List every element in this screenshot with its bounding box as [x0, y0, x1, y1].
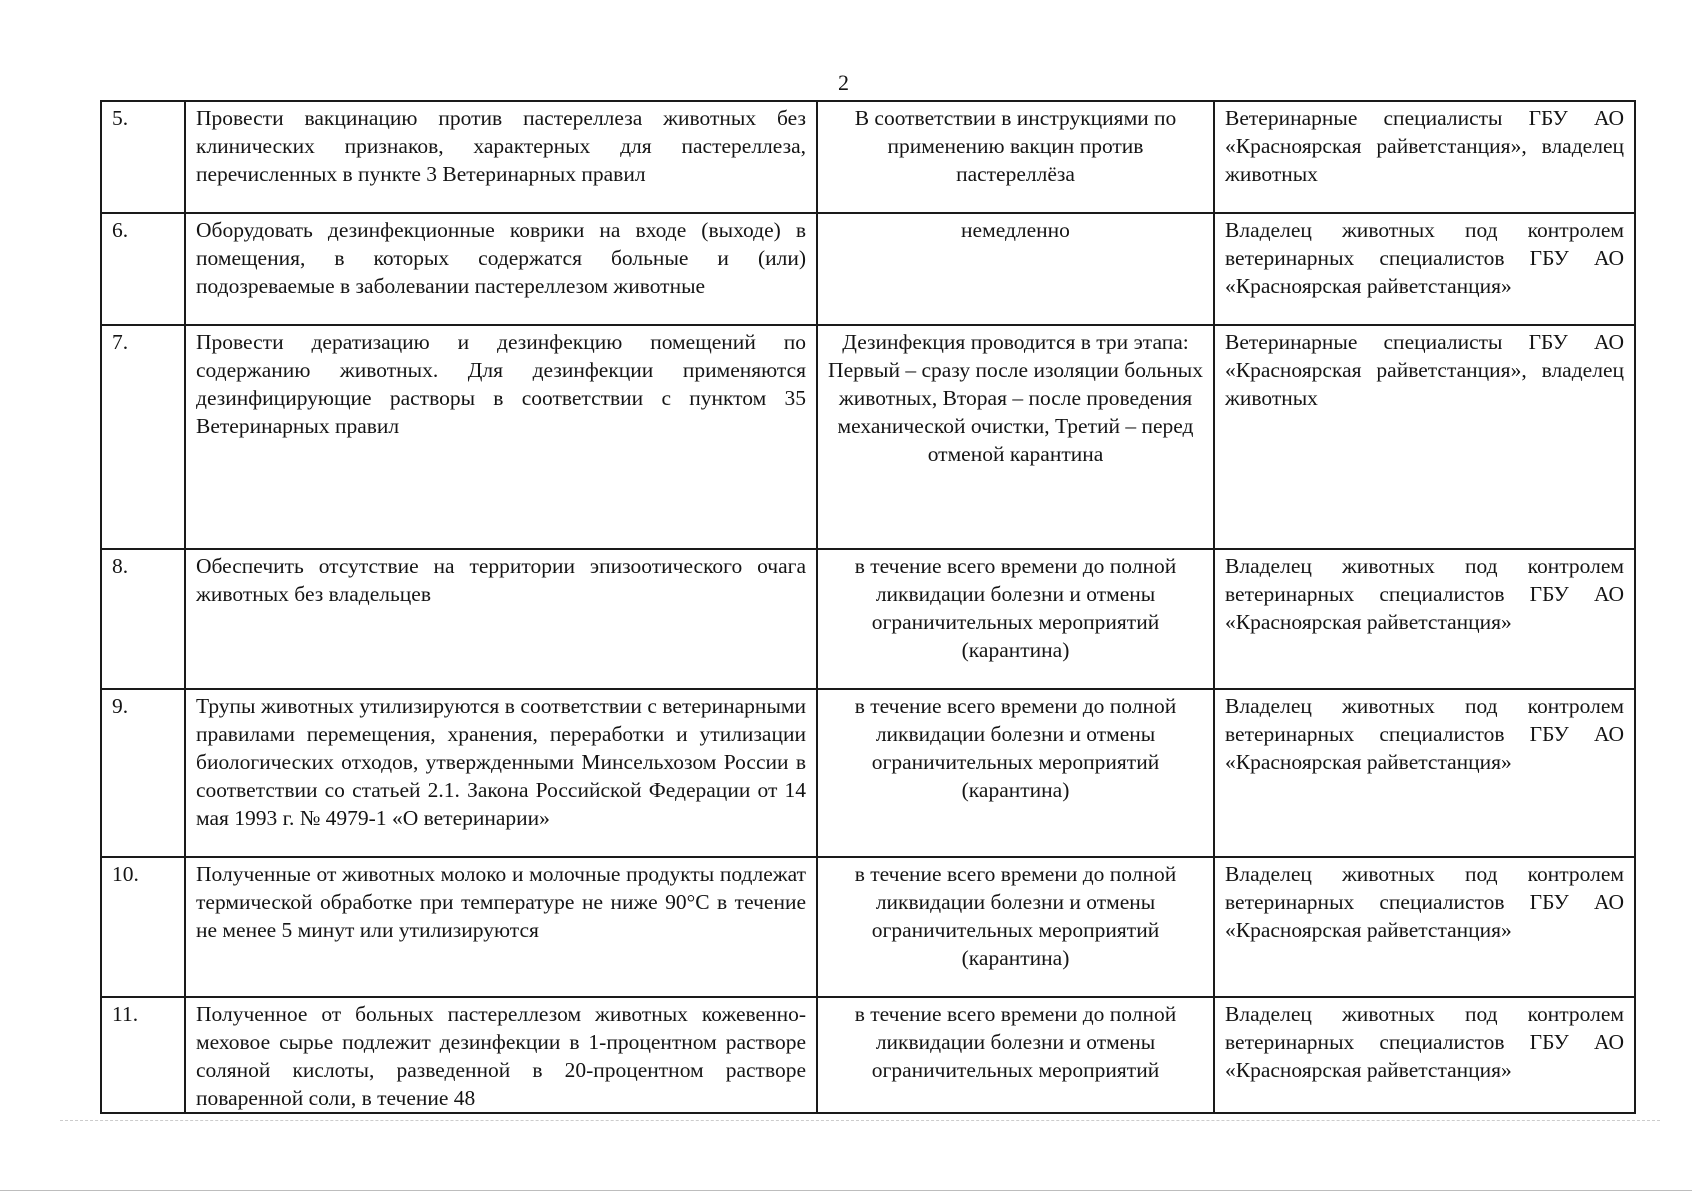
responsible-cell: Владелец животных под контролем ветеринарных специалистов ГБУ АО «Красноярская райветстанция»	[1214, 857, 1635, 997]
deadline-cell: в течение всего времени до полной ликвидации болезни и отмены ограничительных мероприятий (карантина)	[817, 689, 1214, 857]
row-number: 7.	[101, 325, 185, 549]
deadline-cell: В соответствии в инструкциями по применению вакцин против пастереллёза	[817, 101, 1214, 213]
responsible-cell: Ветеринарные специалисты ГБУ АО «Красноярская райветстанция», владелец животных	[1214, 325, 1635, 549]
responsible-cell: Владелец животных под контролем ветеринарных специалистов ГБУ АО «Красноярская райветстанция»	[1214, 997, 1635, 1113]
table-row	[101, 325, 1635, 549]
action-cell: Полученное от больных пастереллезом животных кожевенно-меховое сырье подлежит дезинфекции в 1-процентном растворе соляной кислоты, разведенной в 20-процентном растворе поваренной соли, в течение 48	[185, 997, 817, 1113]
row-number: 6.	[101, 213, 185, 325]
page-number: 2	[838, 70, 849, 95]
action-cell: Полученные от животных молоко и молочные продукты подлежат термической обработке при температуре не ниже 90°С в течение не менее 5 минут или утилизируются	[185, 857, 817, 997]
deadline-cell: в течение всего времени до полной ликвидации болезни и отмены ограничительных мероприятий (карантина)	[817, 857, 1214, 997]
action-cell: Трупы животных утилизируются в соответствии с ветеринарными правилами перемещения, хранения, переработки и утилизации биологических отходов, утвержденными Минсельхозом России в соответствии со статьей 2.1. Закона Российской Федерации от 14 мая 1993 г. № 4979-1 «О ветеринарии»	[185, 689, 817, 857]
table-row	[101, 857, 1635, 997]
page-bottom-edge	[0, 1190, 1692, 1191]
responsible-cell: Владелец животных под контролем ветеринарных специалистов ГБУ АО «Красноярская райветстанция»	[1214, 549, 1635, 689]
table-row	[101, 689, 1635, 857]
row-number: 10.	[101, 857, 185, 997]
action-cell: Оборудовать дезинфекционные коврики на входе (выходе) в помещения, в которых содержатся больные и (или) подозреваемые в заболевании пастереллезом животные	[185, 213, 817, 325]
row-number: 8.	[101, 549, 185, 689]
deadline-cell: в течение всего времени до полной ликвидации болезни и отмены ограничительных мероприятий (карантина)	[817, 549, 1214, 689]
scan-noise-line	[60, 1120, 1660, 1143]
deadline-cell: в течение всего времени до полной ликвидации болезни и отмены ограничительных мероприятий	[817, 997, 1214, 1113]
table-row	[101, 997, 1635, 1113]
responsible-cell: Владелец животных под контролем ветеринарных специалистов ГБУ АО «Красноярская райветстанция»	[1214, 213, 1635, 325]
row-number: 9.	[101, 689, 185, 857]
row-number: 11.	[101, 997, 185, 1113]
deadline-cell: Дезинфекция проводится в три этапа: Первый – сразу после изоляции больных животных, Вторая – после проведения механической очистки, Третий – перед отменой карантина	[817, 325, 1214, 549]
responsible-cell: Ветеринарные специалисты ГБУ АО «Красноярская райветстанция», владелец животных	[1214, 101, 1635, 213]
measures-table	[100, 100, 1636, 1114]
deadline-cell: немедленно	[817, 213, 1214, 325]
table-row	[101, 101, 1635, 213]
action-cell: Провести вакцинацию против пастереллеза животных без клинических признаков, характерных для пастереллеза, перечисленных в пункте 3 Ветеринарных правил	[185, 101, 817, 213]
action-cell: Обеспечить отсутствие на территории эпизоотического очага животных без владельцев	[185, 549, 817, 689]
table-row	[101, 549, 1635, 689]
action-cell: Провести дератизацию и дезинфекцию помещений по содержанию животных. Для дезинфекции применяются дезинфицирующие растворы в соответствии с пунктом 35 Ветеринарных правил	[185, 325, 817, 549]
row-number: 5.	[101, 101, 185, 213]
table-row	[101, 213, 1635, 325]
responsible-cell: Владелец животных под контролем ветеринарных специалистов ГБУ АО «Красноярская райветстанция»	[1214, 689, 1635, 857]
